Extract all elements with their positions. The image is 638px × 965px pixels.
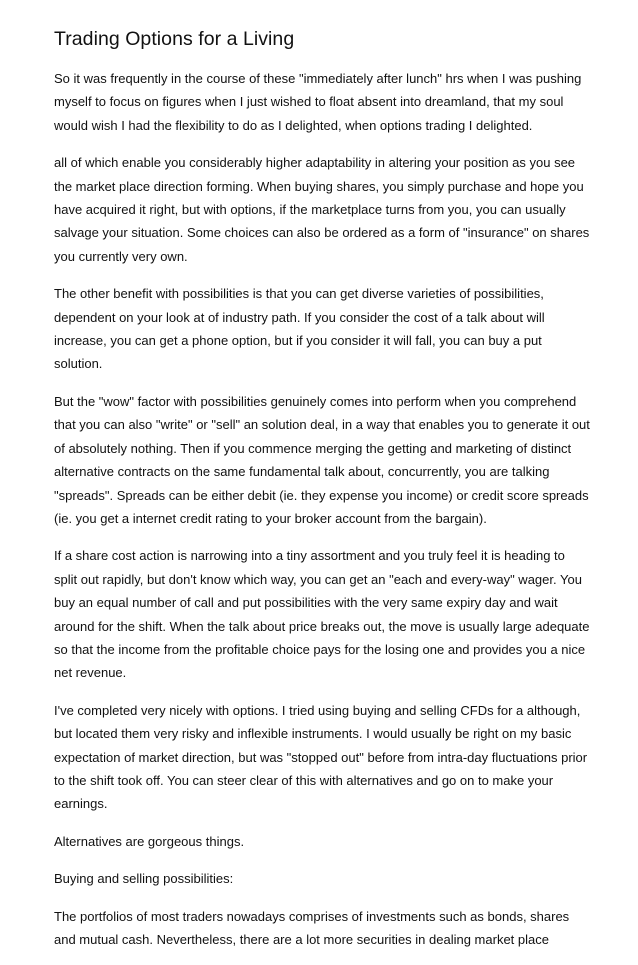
paragraph: all of which enable you considerably higher adaptability in altering your position as you see the market place direction forming. When buying shares, you simply purchase and hope you have acquired it right, but with options, if the marketplace turns from you, you can usually salvage your situation. Some choices can also be ordered as a form of "insurance" on shares you currently very own. bbox=[54, 155, 590, 264]
paragraph: So it was frequently in the course of these "immediately after lunch" hrs when I was pushing myself to focus on figures when I just wished to float absent into dreamland, that my soul would wish I had the flexibility to do as I delighted, when options trading I delighted. bbox=[54, 71, 582, 133]
document-page bbox=[54, 24, 594, 965]
paragraph: But the "wow" factor with possibilities genuinely comes into perform when you comprehend that you can also "write" or "sell" an solution deal, in a way that enables you to generate it out of absolutely nothing. Then if you commence merging the getting and marketing of distinct alternative contracts on the same fundamental talk about, concurrently, you are talking "spreads". Spreads can be either debit (ie. they expense you income) or credit score spreads (ie. you get a internet credit rating to your broker account from the bargain). bbox=[54, 393, 590, 526]
paragraph: The other benefit with possibilities is that you can get diverse varieties of possibilities, dependent on your look at of industry path. If you consider the cost of a talk about will increase, you can get a phone option, but if you consider it will fall, you can buy a put solution. bbox=[54, 286, 545, 372]
paragraph: If a share cost action is narrowing into a tiny assortment and you truly feel it is heading to split out rapidly, but don't know which way, you can get an "each and every-way" wager. You buy an equal number of call and put possibilities with the very same expiry day and wait around for the shift. When the talk about price breaks out, the move is usually large adequate so that the income from the profitable choice pays for the losing one and provides you a nice net revenue. bbox=[54, 548, 590, 681]
paragraph: Alternatives are gorgeous things. bbox=[54, 833, 245, 849]
document-title: Trading Options for a Living bbox=[54, 28, 295, 50]
paragraph: Buying and selling possibilities: bbox=[54, 871, 234, 887]
paragraph: The portfolios of most traders nowadays comprises of investments such as bonds, shares and mutual cash. Nevertheless, there are a lot more securities in dealing market place bbox=[54, 908, 570, 947]
paragraph: I've completed very nicely with options. I tried using buying and selling CFDs for a although, but located them very risky and inflexible instruments. I would usually be right on my basic expectation of market direction, but was "stopped out" before from intra-day fluctuations prior to the shift took off. You can steer clear of this with alternatives and go on to make your earnings. bbox=[54, 702, 588, 812]
